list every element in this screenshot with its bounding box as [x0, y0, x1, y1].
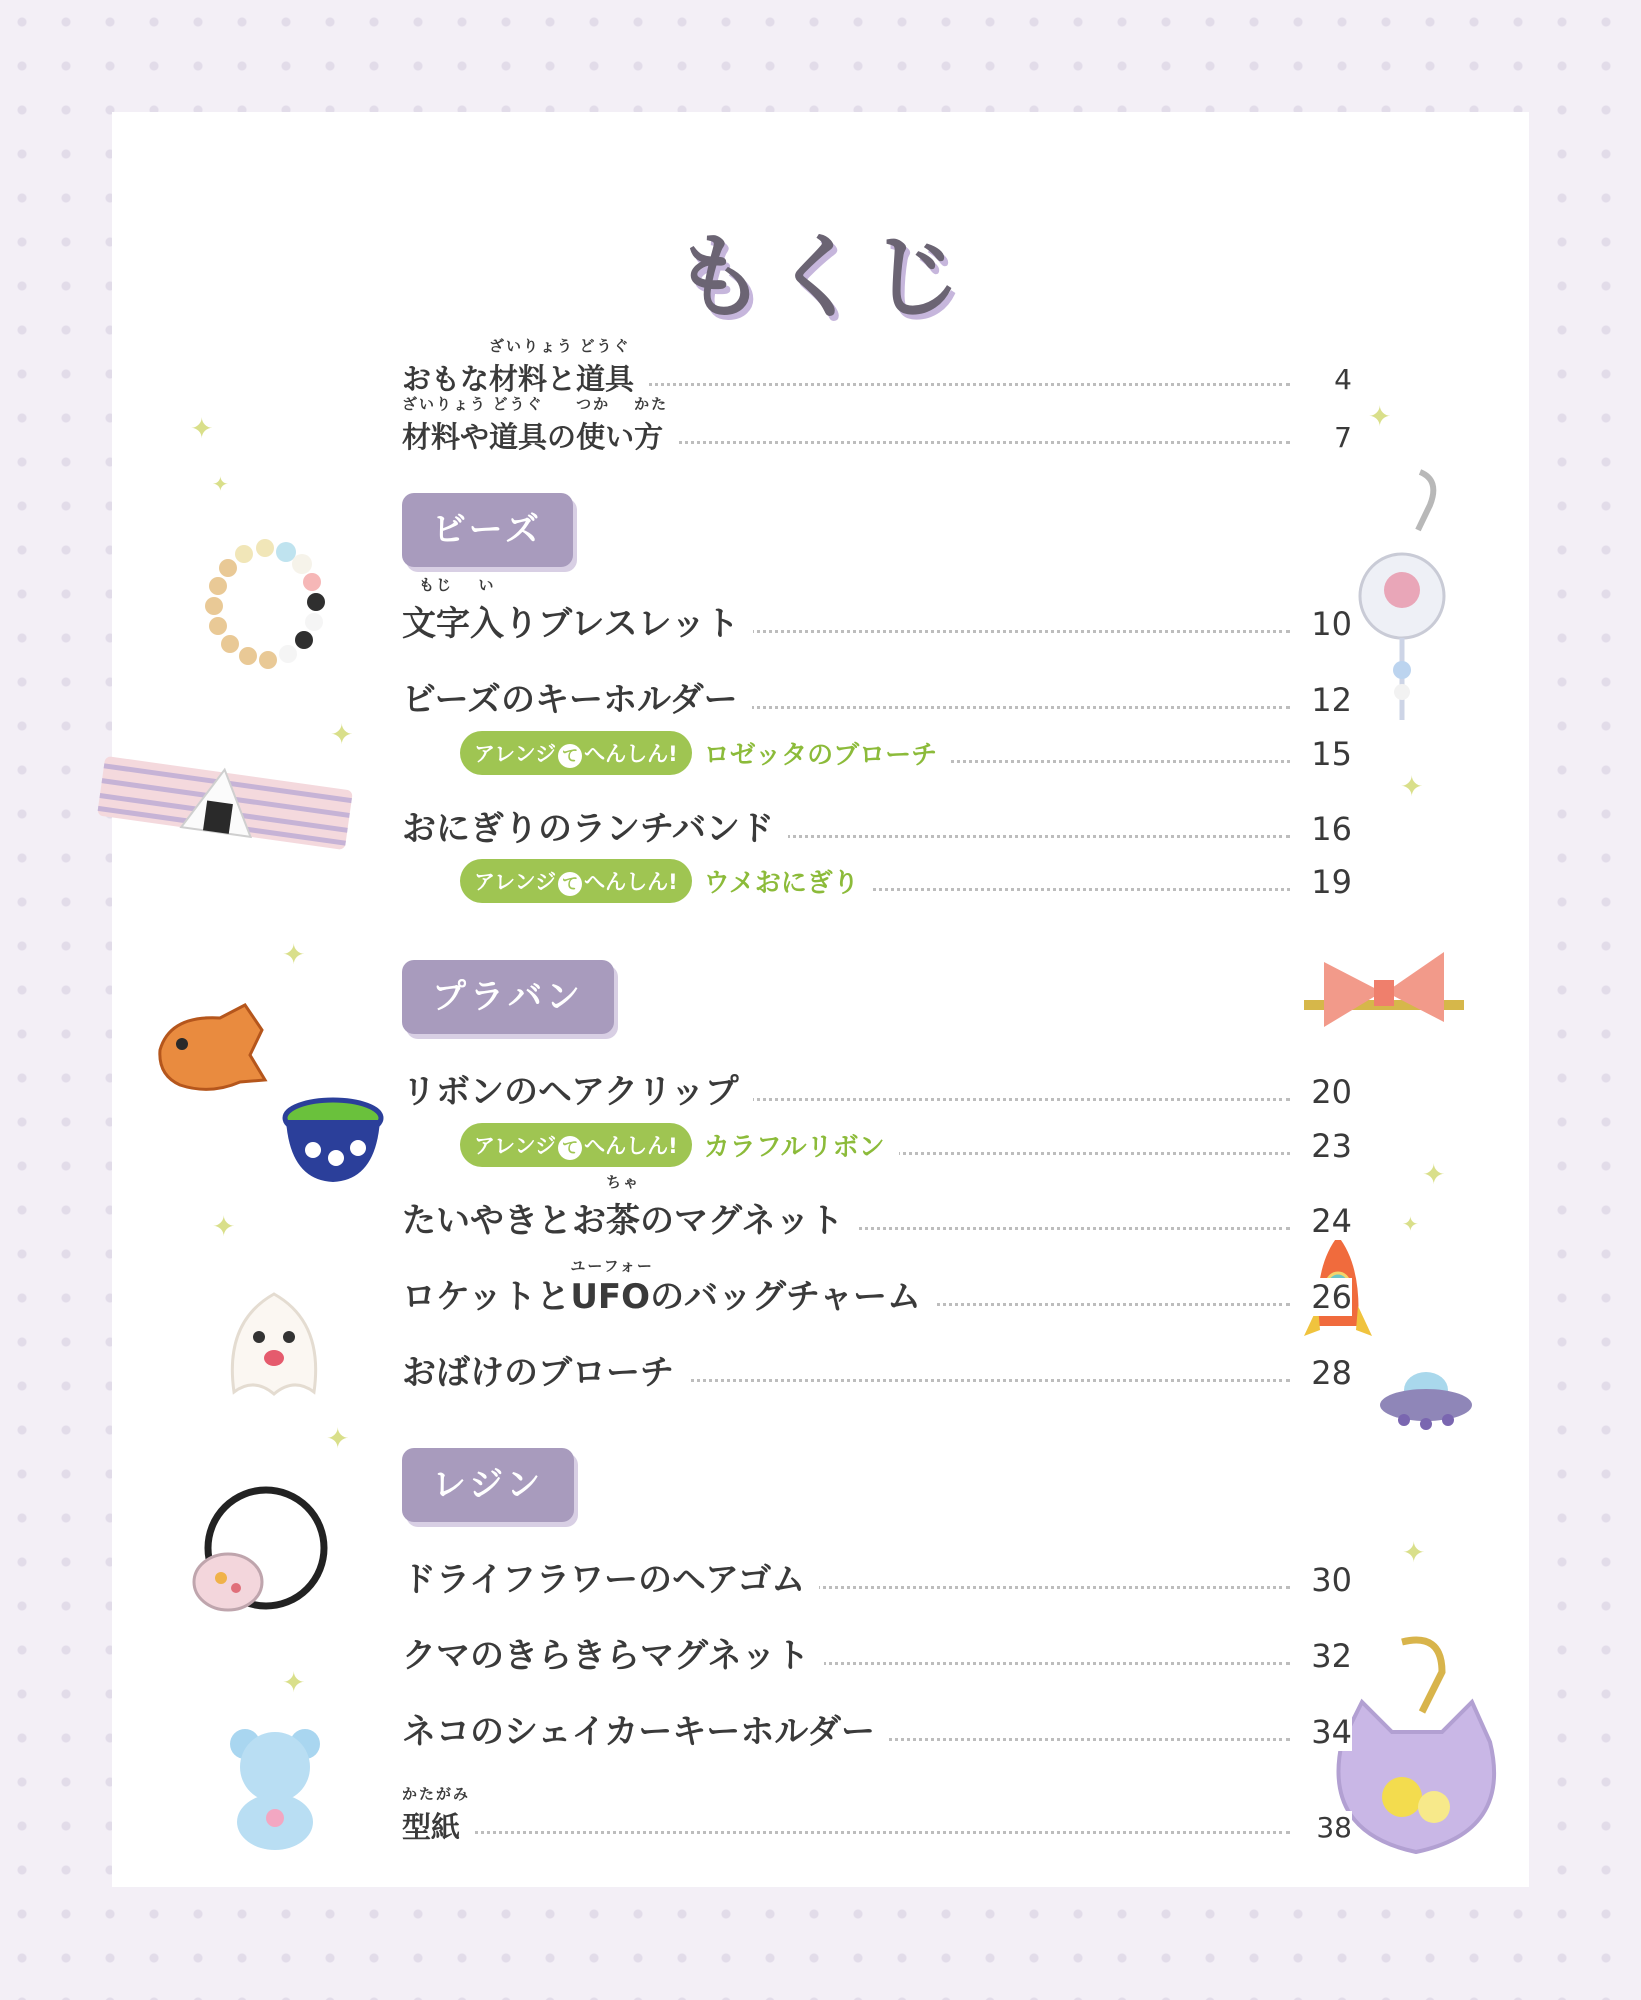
entry-title-text: 材料 ざいりょう や道具 どうぐ の使 つか い方 かた: [402, 395, 669, 454]
entry-title: [402, 801, 788, 850]
ruby-reading: つか: [576, 395, 611, 413]
entry-title: [460, 731, 951, 775]
entry-title-text: カラフルリボン: [703, 1132, 885, 1163]
entry-title: [402, 576, 753, 645]
toc-entry[interactable]: [402, 1173, 1352, 1248]
ruby-reading: かた: [634, 395, 669, 413]
toc-entry[interactable]: [402, 804, 1352, 856]
entry-title-text: クマのきらきらマグネット: [402, 1636, 810, 1676]
entry-title: [402, 337, 648, 398]
entry-title: [402, 1628, 824, 1677]
badge-te: て: [558, 744, 582, 768]
toc-entry[interactable]: [402, 1067, 1352, 1119]
leader-dots: [402, 1831, 1290, 1834]
entry-page: 32: [1290, 1637, 1352, 1675]
ruby-reading: い: [478, 576, 496, 594]
badge-prefix: アレンジ: [474, 870, 557, 894]
toc-entry[interactable]: [402, 1707, 1352, 1759]
ruby-base: 使 つか: [576, 395, 611, 454]
entry-title-text: おにぎりのランチバンド: [402, 809, 774, 849]
entry-page: 30: [1290, 1561, 1352, 1599]
entry-title: [402, 1552, 819, 1601]
entry-title: [402, 1345, 688, 1394]
entry-title: [402, 1064, 753, 1113]
bear-magnet-illustration: [220, 1722, 330, 1852]
entry-page: 16: [1290, 810, 1352, 848]
badge-te: て: [558, 872, 582, 896]
entry-title-text: ネコのシェイカーキーホルダー: [402, 1712, 875, 1752]
arrange-badge: [460, 1123, 692, 1167]
entry-page: 19: [1290, 863, 1352, 901]
toc-page: もくじ おもな材料 ざいりょう と道具 どうぐ 4 材料 ざいりょう や道具 どうぐ の使 つか い方 かた 7 ビーズ 文字 もじ 入 い りブレスレット 10 ビーズのキーホルダー 12 アレンジ て へんしん! ロゼッタのブローチ 15 おにぎりのランチバンド 16 アレンジ て へんしん! ウメおにぎり 19 プラバン リボンのヘアクリップ 20 アレンジ て へんしん! カラフルリボン 23 たいやきとお茶 ちゃ のマグネット 24 ロケットとUFO ユーフォー のバッグチャーム 26 おばけのブローチ 28 レジン ドライフラワーのヘアゴム 30 クマのきらきらマグネット 32 ネコのシェイカーキーホルダー 34 型紙 かたがみ 38 ✦ ✦ ✦ ✦ ✦ ✦ ✦ ✦ ✦ ✦ ✦ ✦: [112, 112, 1529, 1887]
ruby-reading: どうぐ: [492, 395, 544, 413]
entry-page: 38: [1290, 1811, 1352, 1844]
entry-title-text: ビーズのキーホルダー: [402, 680, 738, 720]
tea-cup-illustration: [278, 1090, 388, 1190]
keychain-illustration: [1350, 460, 1450, 760]
entry-title-text: ロゼッタのブローチ: [703, 740, 938, 771]
entry-title: [460, 1123, 899, 1167]
badge-prefix: アレンジ: [474, 742, 557, 766]
toc-arrange-entry[interactable]: [460, 1121, 1352, 1173]
section-heading-resin: レジン: [402, 1448, 574, 1522]
ruby-reading: かたがみ: [402, 1785, 471, 1803]
entry-title-text: おもな材料 ざいりょう と道具 どうぐ: [402, 337, 635, 396]
section-heading-beads: ビーズ: [402, 493, 573, 567]
toc-entry[interactable]: [402, 1257, 1352, 1324]
ruby-base: 茶 ちゃ: [606, 1173, 641, 1241]
ruby-reading: ざいりょう: [489, 337, 575, 355]
ruby-reading: ちゃ: [606, 1173, 641, 1191]
page-title: もくじ: [673, 224, 968, 331]
bracelet-illustration: [200, 536, 330, 696]
ruby-reading: ユーフォー: [570, 1257, 654, 1275]
entry-page: 26: [1290, 1278, 1352, 1316]
entry-page: 24: [1290, 1202, 1352, 1240]
bow-clip-illustration: [1304, 942, 1464, 1042]
ruby-reading: もじ: [418, 576, 453, 594]
entry-page: 10: [1290, 605, 1352, 643]
ruby-reading: ざいりょう: [402, 395, 488, 413]
entry-page: 34: [1290, 1713, 1352, 1751]
toc-entry[interactable]: [402, 395, 1352, 462]
entry-page: 7: [1290, 421, 1352, 454]
toc-entry[interactable]: [402, 1785, 1352, 1852]
ghost-brooch-illustration: [214, 1282, 334, 1402]
entry-title: [402, 1257, 935, 1318]
hair-tie-illustration: [186, 1478, 336, 1628]
ruby-base: 入 い: [470, 576, 504, 644]
badge-suffix: へんしん!: [584, 870, 678, 894]
entry-page: 20: [1290, 1073, 1352, 1111]
entry-page: 23: [1290, 1127, 1352, 1165]
badge-prefix: アレンジ: [474, 1134, 557, 1158]
ruby-base: 道具 どうぐ: [489, 395, 548, 454]
entry-title: [402, 395, 677, 456]
entry-page: 28: [1290, 1354, 1352, 1392]
entry-title: [402, 1785, 474, 1846]
entry-title-text: ドライフラワーのヘアゴム: [402, 1560, 806, 1600]
entry-title-text: [402, 1785, 471, 1844]
toc-entry[interactable]: [402, 1555, 1352, 1607]
toc-entry[interactable]: [402, 576, 1352, 651]
entry-page: 4: [1290, 363, 1352, 396]
entry-title: [402, 1173, 858, 1242]
ruby-base: 文字 もじ: [402, 576, 470, 644]
entry-title-text: ウメおにぎり: [703, 868, 859, 899]
ruby-base: UFO ユーフォー: [570, 1257, 654, 1317]
toc-arrange-entry[interactable]: [460, 729, 1352, 781]
entry-page: 12: [1290, 681, 1352, 719]
ufo-charm-illustration: [1376, 1360, 1476, 1440]
arrange-badge: [460, 731, 692, 775]
toc-entry[interactable]: [402, 1348, 1352, 1400]
entry-title-text: おばけのブローチ: [402, 1353, 674, 1393]
ruby-base: 材料 ざいりょう: [489, 337, 575, 396]
toc-entry[interactable]: [402, 675, 1352, 727]
lunch-band-illustration: [90, 748, 360, 858]
ruby-base: 材料 ざいりょう: [402, 395, 488, 454]
badge-suffix: へんしん!: [584, 742, 678, 766]
toc-entry[interactable]: [402, 1631, 1352, 1683]
entry-page: 15: [1290, 735, 1352, 773]
entry-title: [402, 672, 752, 721]
ruby-base: 道具 どうぐ: [576, 337, 635, 396]
section-heading-plaban: プラバン: [402, 960, 614, 1034]
badge-suffix: へんしん!: [584, 1134, 678, 1158]
toc-arrange-entry[interactable]: [460, 857, 1352, 909]
entry-title-text: ロケットとUFO ユーフォー のバッグチャーム: [402, 1257, 922, 1317]
ruby-reading: どうぐ: [579, 337, 631, 355]
ruby-base: 型紙 かたがみ: [402, 1785, 471, 1844]
entry-title: [402, 1704, 889, 1753]
badge-te: て: [558, 1136, 582, 1160]
entry-title-text: たいやきとお茶 ちゃ のマグネット: [402, 1173, 844, 1241]
entry-title-text: リボンのヘアクリップ: [402, 1072, 739, 1112]
entry-title: [460, 859, 873, 903]
arrange-badge: [460, 859, 692, 903]
taiyaki-illustration: [150, 1000, 270, 1100]
ruby-base: 方 かた: [634, 395, 669, 454]
entry-title-text: 文字 もじ 入 い りブレスレット: [402, 576, 740, 644]
